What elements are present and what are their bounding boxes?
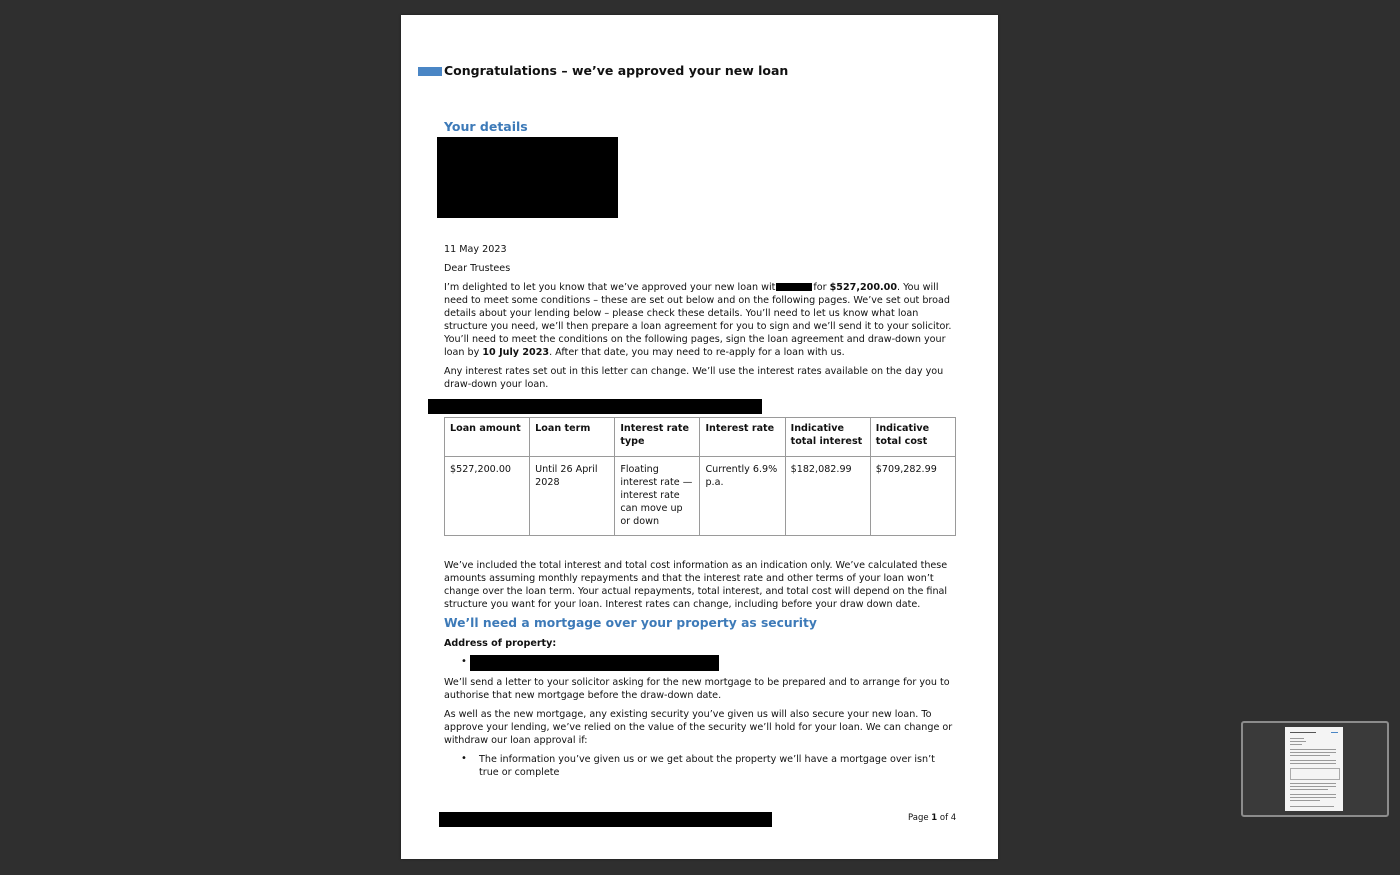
header-loan-amount: Loan amount	[445, 418, 530, 457]
header-total-cost: Indicative total cost	[870, 418, 955, 457]
drawdown-deadline: 10 July 2023	[482, 347, 550, 358]
page-thumbnail[interactable]	[1285, 727, 1343, 811]
loan-details-table	[444, 417, 956, 536]
header-total-interest: Indicative total interest	[785, 418, 870, 457]
paragraph-solicitor: We’ll send a letter to your solicitor asking for the new mortgage to be prepared and to arrange for you to authorise that new mortgage before the draw-down date.	[444, 677, 950, 701]
title-accent-bar	[418, 67, 442, 76]
header-interest-rate: Interest rate	[700, 418, 785, 457]
header-interest-rate-type: Interest rate type	[615, 418, 700, 457]
page-number-prefix: Page	[908, 813, 932, 823]
page-thumbnail-navigator[interactable]	[1241, 721, 1389, 817]
address-label: Address of property:	[444, 638, 557, 649]
redacted-address-block	[437, 137, 618, 218]
paragraph-approval	[444, 281, 956, 359]
mortgage-heading: We’ll need a mortgage over your property as security	[444, 616, 817, 630]
cell-loan-amount: $527,200.00	[445, 457, 530, 536]
cell-interest-rate-type: Floating interest rate — interest rate can move up or down	[615, 457, 700, 536]
redacted-heading-bar	[428, 399, 762, 414]
page-number	[908, 813, 956, 823]
paragraph-approval-text-4: . After that date, you may need to re-apply for a loan with us.	[549, 347, 845, 358]
cell-total-cost: $709,282.99	[870, 457, 955, 536]
salutation: Dear Trustees	[444, 263, 511, 274]
paragraph-approval-text-3: . You will need to meet some conditions – these are set out below and on the following pages. We’ve set out broad details about your lending below – please check these details. You’ll need to let us know what loan structure you need, we’ll then prepare a loan agreement for you to sign and we’ll send it to your solicitor. You’ll need to meet the conditions on the following pages, sign the loan agreement and draw-down your loan by	[444, 282, 952, 358]
table-header-row	[445, 418, 956, 457]
paragraph-interest-rates: Any interest rates set out in this letter can change. We’ll use the interest rates available on the day you draw-down your loan.	[444, 366, 944, 390]
cell-loan-term: Until 26 April 2028	[530, 457, 615, 536]
redacted-footer	[439, 812, 772, 827]
redacted-property-address	[470, 655, 719, 671]
cell-interest-rate: Currently 6.9% p.a.	[700, 457, 785, 536]
cell-total-interest: $182,082.99	[785, 457, 870, 536]
paragraph-existing-security: As well as the new mortgage, any existing security you’ve given us will also secure your new loan. To approve your lending, we’ve relied on the value of the security we’ll hold for your loan. We can change or withdraw our loan approval if:	[444, 709, 953, 746]
condition-bullet-text: The information you’ve given us or we get about the property we’ll have a mortgage over isn’t true or complete	[479, 754, 935, 778]
paragraph-approval-text-1: I’m delighted to let you know that we’ve approved your new loan wit	[444, 282, 776, 293]
your-details-heading: Your details	[444, 119, 528, 134]
table-row	[445, 457, 956, 536]
redacted-lender-name	[776, 283, 812, 291]
document-page	[401, 15, 998, 859]
approved-amount: $527,200.00	[829, 282, 897, 293]
page-number-current: 1	[931, 813, 938, 823]
letter-date: 11 May 2023	[444, 244, 507, 255]
paragraph-approval-text-2: for	[813, 282, 830, 293]
page-number-suffix: of 4	[937, 813, 957, 823]
letter-title: Congratulations – we’ve approved your new loan	[444, 63, 789, 78]
header-loan-term: Loan term	[530, 418, 615, 457]
address-bullet: •	[461, 656, 467, 667]
condition-bullet: •	[461, 753, 467, 764]
paragraph-indicative-info: We’ve included the total interest and total cost information as an indication only. We’ve calculated these amounts assuming monthly repayments and that the interest rate and other terms of your loan won’t change over the loan term. Your actual repayments, total interest, and total cost will depend on the final structure you want for your loan. Interest rates can change, including before your draw down date.	[444, 560, 948, 610]
